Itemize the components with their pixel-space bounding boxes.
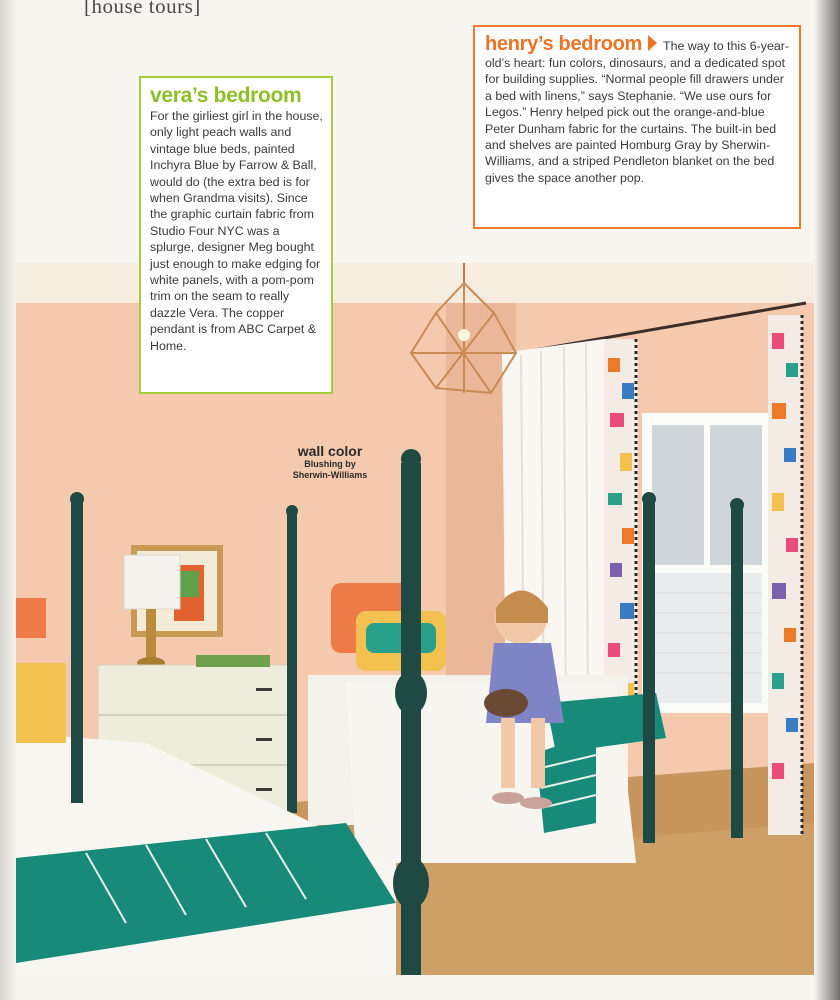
- henry-title: henry’s bedroom: [485, 33, 643, 55]
- page-gutter: [0, 0, 16, 1000]
- vera-title: vera’s bedroom: [150, 84, 302, 107]
- wall-color-callout: [270, 443, 390, 481]
- section-tag: [house tours]: [84, 0, 201, 18]
- vera-body: For the girliest girl in the house, only light peach walls and vintage blue beds, painted Inchyra Blue by Farrow & Ball, would do (the extra bed is for when Grandma visits). Since the graphic curtain fabric from Studio Four NYC was a splurge, designer Meg bought just enough to make edging for white panels, with a pom-pom trim on the seam to really dazzle Vera. The copper pendant is from ABC Carpet & Home.: [150, 109, 323, 353]
- wall-color-line1: Blushing by: [304, 459, 356, 469]
- page-binding-shadow: [814, 0, 840, 1000]
- bedroom-photo: [16, 263, 814, 975]
- wall-color-line2: Sherwin-Williams: [292, 470, 368, 480]
- henry-caption-text: [485, 33, 790, 186]
- play-arrow-icon: [648, 35, 657, 51]
- henry-caption-box: [473, 25, 801, 229]
- bedroom-illustration: [16, 263, 814, 975]
- wall-color-title: wall color: [297, 443, 363, 459]
- vera-caption-box: [139, 76, 333, 394]
- henry-body: The way to this 6-year-old’s heart: fun colors, dinosaurs, and a dedicated spot for building supplies. “Normal people fill drawers under a bed with linens,” says Stephanie. “We use ours for Legos.” Henry helped pick out the orange-and-blue Peter Dunham fabric for the curtains. The built-in bed and shelves are painted Homburg Gray by Sherwin-Williams, and a striped Pendleton blanket on the bed gives the space another pop.: [485, 39, 790, 185]
